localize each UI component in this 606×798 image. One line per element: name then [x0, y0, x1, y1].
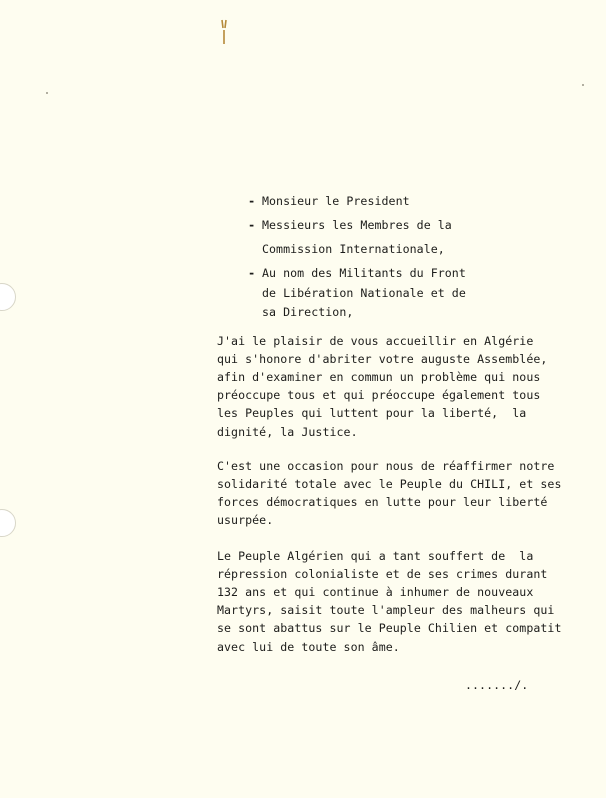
- paragraph-line: usurpée.: [217, 513, 274, 527]
- speck: [582, 84, 584, 86]
- bullet-dash: -: [248, 218, 256, 232]
- paragraph-line: avec lui de toute son âme.: [217, 640, 400, 654]
- paragraph-line: forces démocratiques en lutte pour leur liberté: [217, 495, 548, 509]
- salutation-line: sa Direction,: [262, 305, 354, 319]
- salutation-line: de Libération Nationale et de: [262, 286, 466, 300]
- paragraph-line: préoccupe tous et qui préoccupe également tous: [217, 388, 541, 402]
- bullet-dash: -: [248, 266, 256, 280]
- paragraph-line: répression colonialiste et de ses crimes durant: [217, 567, 548, 581]
- salutation-line: Monsieur le President: [262, 194, 410, 208]
- paragraph-line: afin d'examiner en commun un problème qui nous: [217, 370, 541, 384]
- punch-hole-bottom: [0, 509, 16, 537]
- continuation-marker: ......./.: [465, 678, 529, 692]
- salutation-line: Au nom des Militants du Front: [262, 266, 466, 280]
- paragraph-line: Martyrs, saisit toute l'ampleur des malheurs qui: [217, 603, 555, 617]
- paragraph-line: qui s'honore d'abriter votre auguste Assemblée,: [217, 352, 548, 366]
- paragraph-line: 132 ans et qui continue à inhumer de nouveaux: [217, 585, 534, 599]
- paragraph-line: Le Peuple Algérien qui a tant souffert de la: [217, 549, 534, 563]
- paragraph-line: se sont abattus sur le Peuple Chilien et compatit: [217, 621, 562, 635]
- speck: [46, 92, 48, 94]
- paragraph-line: les Peuples qui luttent pour la liberté, la: [217, 406, 527, 420]
- paragraph-line: C'est une occasion pour nous de réaffirmer notre: [217, 459, 555, 473]
- salutation-line: Messieurs les Membres de la: [262, 218, 452, 232]
- punch-hole-top: [0, 283, 16, 311]
- paragraph-line: dignité, la Justice.: [217, 425, 358, 439]
- bullet-dash: -: [248, 194, 256, 208]
- paragraph-line: solidarité totale avec le Peuple du CHILI, et ses: [217, 477, 562, 491]
- paragraph-line: J'ai le plaisir de vous accueillir en Algérie: [217, 334, 534, 348]
- stamp-mark-icon: [220, 18, 228, 46]
- salutation-line: Commission Internationale,: [262, 242, 445, 256]
